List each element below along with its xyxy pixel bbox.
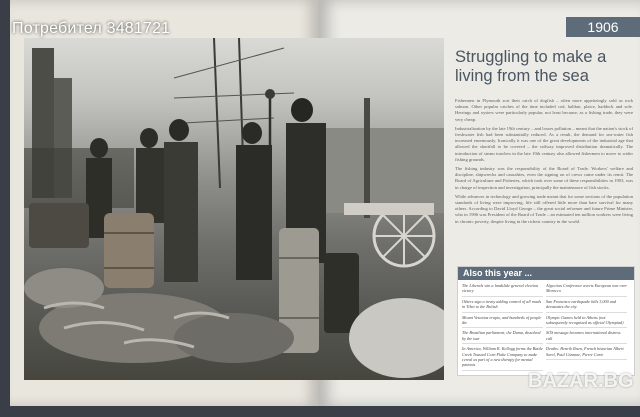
- also-item: Algeciras Conference averts European war over Morocco: [546, 283, 627, 297]
- seller-watermark: Потребител 3481721: [12, 20, 171, 37]
- article-paragraph: Fishermen in Plymouth sort their catch of dogfish – often more appetizingly sold as rock salmon. Other popular catches of the time included cod, halibut, plaice, haddock and sole. Herrings and oysters were particularly popular, not least because, as a fishing trade, they were very cheap.: [455, 98, 633, 122]
- also-this-year-right-column: [546, 283, 630, 373]
- also-this-year-box: [457, 266, 635, 376]
- also-item: The Liberals win a landslide general election victory: [462, 283, 543, 297]
- also-item: SOS message becomes international distress call: [546, 330, 627, 344]
- fish-market-photo: [24, 38, 444, 380]
- article-body: [455, 98, 633, 228]
- article-paragraph: While advances in technology and growing trade meant that for some sections of the population standards of living were improving, life still offered little more than bare survival for many others. According to David Lloyd George – the great social reformer and future Prime Minister, who in 1906 was President of the Board of Trade – an estimated ten million workers were living in chronic poverty, despite living in the richest country in the world.: [455, 193, 633, 224]
- also-item: Others sign a treaty adding control of all roads in Tibet to the British: [462, 299, 543, 313]
- article-paragraph: The fishing industry was the responsibility of the Board of Trade. Workers' welfare and discipline, shipwrecks and casualties, even the signing on of crews came under its remit. The Board of Agriculture and Fisheries, which took over some of these responsibilities in 1903, was in charge of inspection and investigation, principally the maintenance of fish stocks.: [455, 166, 633, 190]
- also-item: In America, William K. Kellogg forms the Battle Creek Toasted Corn Flake Company to make cereal as part of a new therapy for mental patients: [462, 346, 543, 371]
- article-headline: Struggling to make a living from the sea: [455, 48, 607, 85]
- also-this-year-title: Also this year ...: [458, 267, 634, 280]
- also-item: Olympic Games held in Athens (not subsequently recognized as official Olympiad): [546, 315, 627, 329]
- also-this-year-left-column: [462, 283, 546, 373]
- fish-market-photo-drawing: [24, 38, 444, 380]
- also-item: Mount Vesuvius erupts, and hundreds of people die: [462, 315, 543, 329]
- also-item: San Francisco earthquake kills 3,000 and devastates the city: [546, 299, 627, 313]
- bazar-watermark: BAZAR.BG: [528, 370, 634, 392]
- also-item: The Brazilian parliament, the Duma, dissolved by the tsar: [462, 330, 543, 344]
- also-this-year-columns: [458, 280, 634, 373]
- article-paragraph: Industrialization by the late 19th century – and losses pollution – meant that the nation's stock of freshwater fish had been substantially reduced. As a result, the demand for sea-water fish increased enormously. Ironically it was one of the great developments of the industrial age that allowed the shortfall to be covered – the railway improved distribution dramatically. The introduction of steam trawlers in the late 19th century also allowed fishermen to move to wider fishing grounds.: [455, 125, 633, 162]
- also-item: Deaths: Henrik Ibsen, French historian Albert Sorel, Paul Cézanne, Pierre Curie: [546, 346, 627, 360]
- year-tab: 1906: [566, 17, 640, 37]
